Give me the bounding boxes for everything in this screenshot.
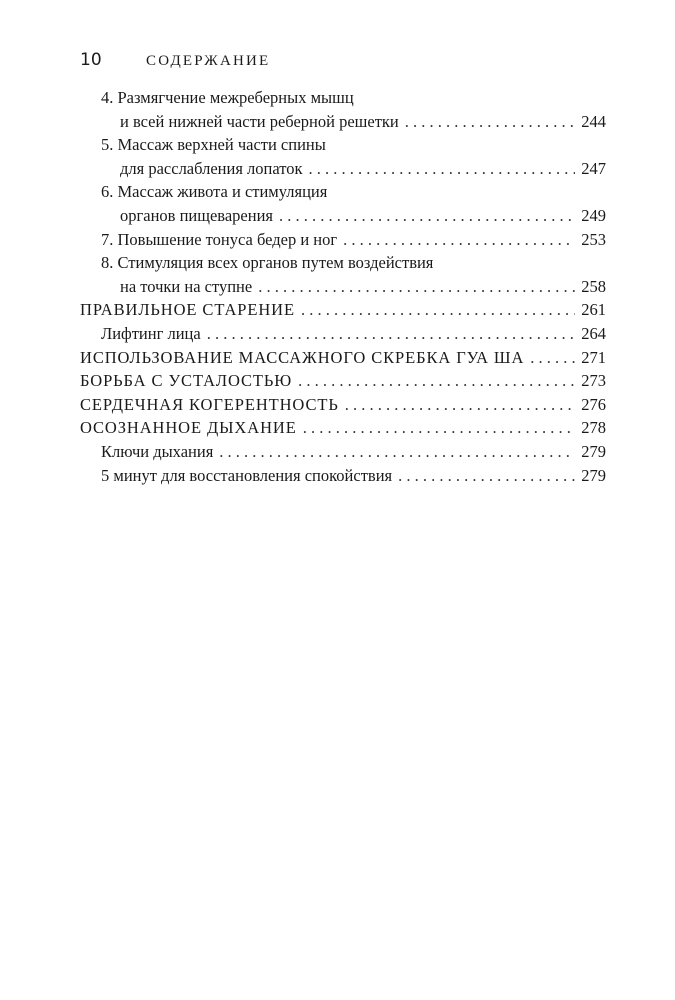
toc-entry[interactable] xyxy=(80,393,606,417)
toc-page-number: 271 xyxy=(581,347,606,367)
toc-page-number: 258 xyxy=(581,276,606,296)
toc-page-number: 249 xyxy=(581,205,606,225)
leader-dots xyxy=(219,440,575,464)
leader-dots xyxy=(530,346,575,370)
toc-entry[interactable] xyxy=(80,322,606,346)
leader-dots xyxy=(258,275,575,299)
toc-section-title: ОСОЗНАННОЕ ДЫХАНИЕ xyxy=(80,418,297,438)
toc-page-number: 264 xyxy=(581,323,606,343)
toc-entry-title: для расслабления лопаток xyxy=(120,158,303,178)
toc-page-number: 247 xyxy=(581,158,606,178)
leader-dots xyxy=(298,369,575,393)
leader-dots xyxy=(405,110,575,134)
leader-dots xyxy=(303,416,576,440)
running-head: СОДЕРЖАНИЕ xyxy=(146,53,271,69)
toc-entry-title: на точки на ступне xyxy=(120,276,253,296)
table-of-contents xyxy=(80,86,606,487)
toc-entry[interactable] xyxy=(80,369,606,393)
leader-dots xyxy=(207,322,576,346)
toc-entry-title-line1: 4. Размягчение межреберных мышц xyxy=(101,88,354,107)
toc-section-title: ИСПОЛЬЗОВАНИЕ МАССАЖНОГО СКРЕБКА ГУА ША xyxy=(80,347,525,367)
toc-entry[interactable] xyxy=(80,346,606,370)
leader-dots xyxy=(345,393,576,417)
toc-entry[interactable] xyxy=(80,180,606,227)
toc-page-number: 273 xyxy=(581,371,606,391)
leader-dots xyxy=(301,298,575,322)
toc-entry[interactable] xyxy=(80,298,606,322)
toc-entry[interactable] xyxy=(80,251,606,298)
leader-dots xyxy=(309,157,576,181)
toc-entry[interactable] xyxy=(80,133,606,180)
toc-entry-title-line1: 5. Массаж верхней части спины xyxy=(101,135,326,155)
toc-entry[interactable] xyxy=(80,416,606,440)
leader-dots xyxy=(343,228,575,252)
toc-entry-title: 7. Повышение тонуса бедер и ног xyxy=(101,229,338,249)
toc-entry-title: Ключи дыхания xyxy=(101,441,214,461)
page-header xyxy=(80,50,270,74)
toc-entry[interactable] xyxy=(80,86,606,133)
toc-page-number: 244 xyxy=(581,111,606,131)
toc-section-title: СЕРДЕЧНАЯ КОГЕРЕНТНОСТЬ xyxy=(80,394,339,414)
toc-entry-title: органов пищеварения xyxy=(120,205,273,225)
toc-section-title: ПРАВИЛЬНОЕ СТАРЕНИЕ xyxy=(80,300,295,320)
toc-section-title: БОРЬБА С УСТАЛОСТЬЮ xyxy=(80,371,293,391)
toc-page-number: 276 xyxy=(581,394,606,414)
toc-page-number: 279 xyxy=(581,465,606,485)
toc-entry[interactable] xyxy=(80,228,606,252)
toc-page-number: 261 xyxy=(581,300,606,320)
toc-entry-title: 5 минут для восстановления спокойствия xyxy=(101,465,393,485)
toc-entry[interactable] xyxy=(80,440,606,464)
toc-entry-title-line1: 8. Стимуляция всех органов путем воздействия xyxy=(101,253,434,273)
toc-entry-title: Лифтинг лица xyxy=(101,323,201,343)
toc-entry-title-line1: 6. Массаж живота и стимуляция xyxy=(101,182,328,202)
toc-entry[interactable] xyxy=(80,464,606,488)
page-number: 10 xyxy=(80,50,102,70)
leader-dots xyxy=(398,464,575,488)
toc-page-number: 279 xyxy=(581,441,606,461)
toc-page-number: 253 xyxy=(581,229,606,249)
toc-page-number: 278 xyxy=(581,418,606,438)
toc-entry-title: и всей нижней части реберной решетки xyxy=(120,111,399,131)
leader-dots xyxy=(279,204,575,228)
